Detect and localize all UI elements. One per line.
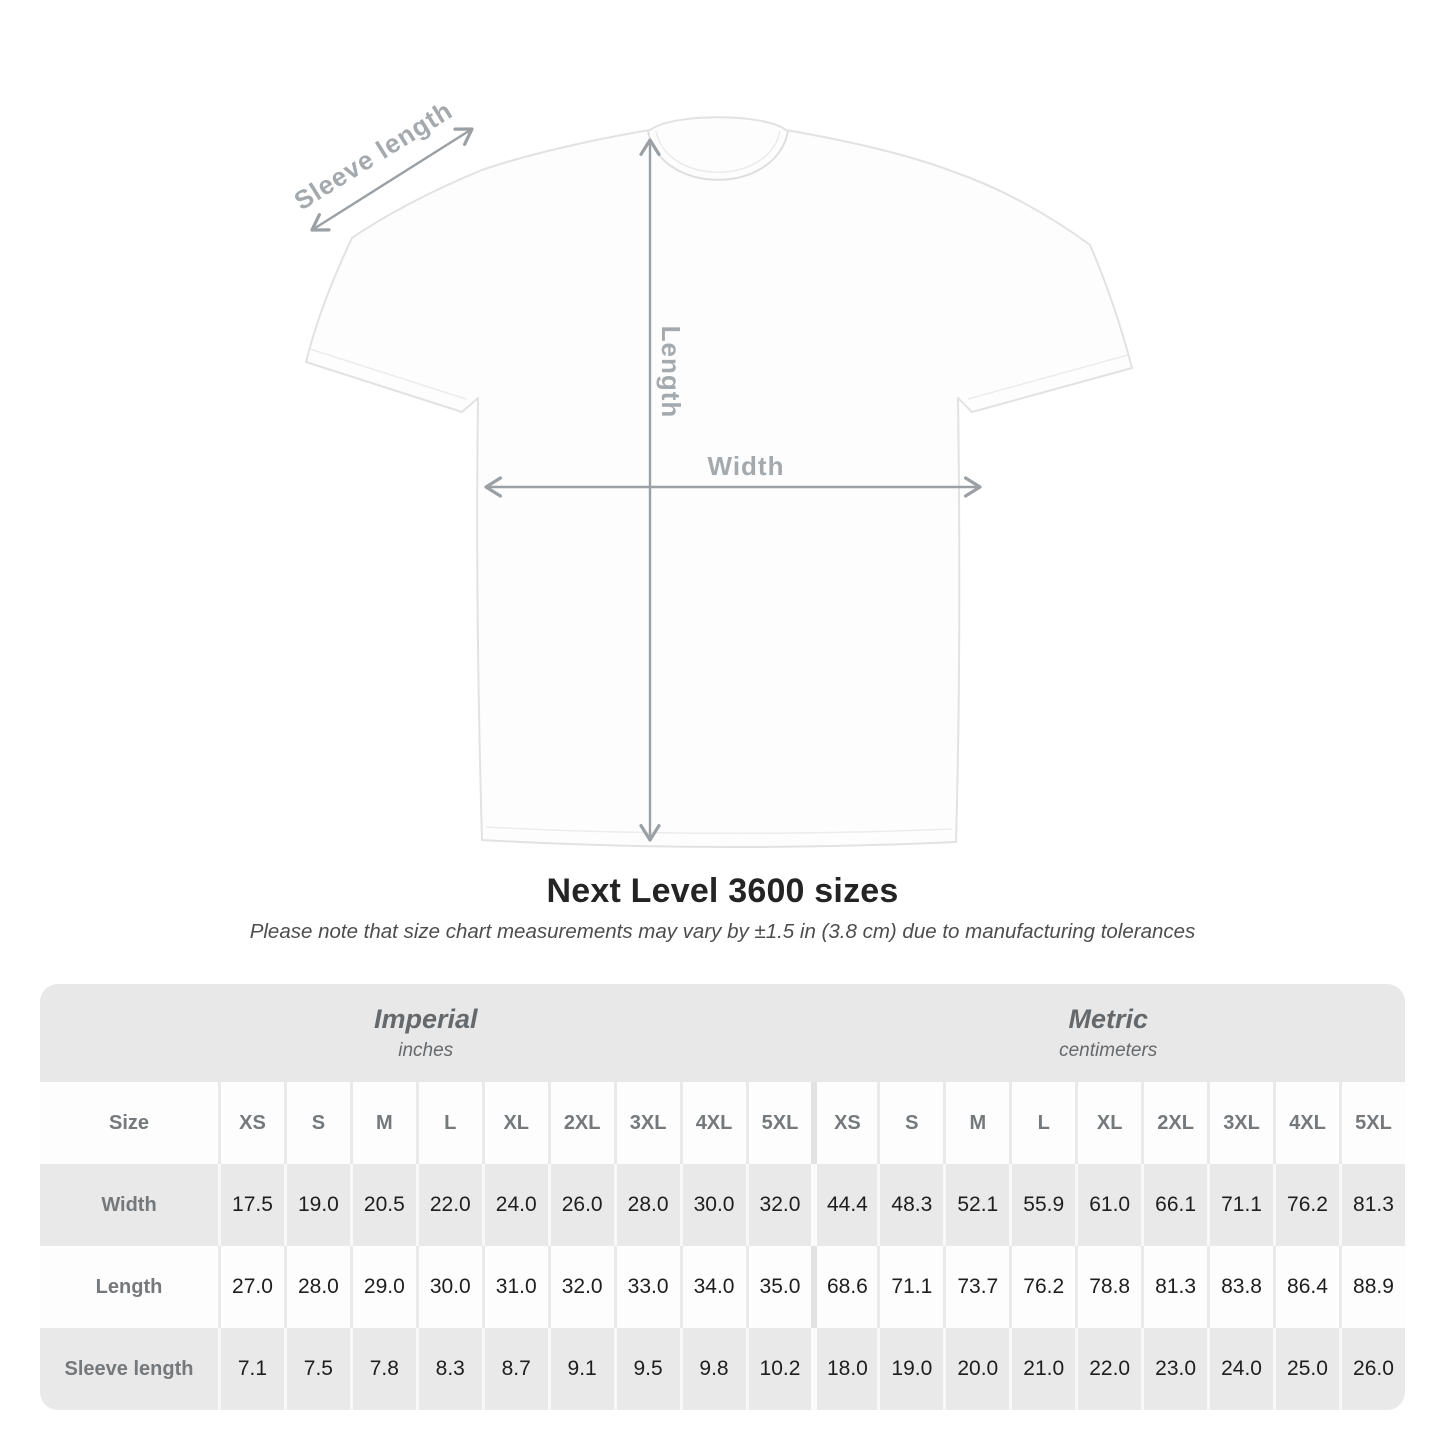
value-cell: 9.1 xyxy=(548,1328,614,1410)
value-cell: 33.0 xyxy=(614,1246,680,1328)
value-cell: 44.4 xyxy=(811,1164,877,1246)
metric-unit: centimeters xyxy=(1059,1040,1158,1061)
size-cell: XL xyxy=(482,1082,548,1164)
value-cell: 61.0 xyxy=(1075,1164,1141,1246)
value-cell: 81.3 xyxy=(1339,1164,1405,1246)
value-cell: 9.8 xyxy=(680,1328,746,1410)
value-cell: 66.1 xyxy=(1141,1164,1207,1246)
size-cell: M xyxy=(943,1082,1009,1164)
size-cell: 4XL xyxy=(680,1082,746,1164)
value-cell: 21.0 xyxy=(1009,1328,1075,1410)
value-cell: 7.8 xyxy=(350,1328,416,1410)
value-cell: 10.2 xyxy=(746,1328,812,1410)
value-cell: 81.3 xyxy=(1141,1246,1207,1328)
value-cell: 55.9 xyxy=(1009,1164,1075,1246)
value-cell: 7.1 xyxy=(218,1328,284,1410)
sleeve-length-row xyxy=(40,1328,1405,1410)
value-cell: 9.5 xyxy=(614,1328,680,1410)
value-cell: 86.4 xyxy=(1273,1246,1339,1328)
value-cell: 30.0 xyxy=(416,1246,482,1328)
page-title: Next Level 3600 sizes xyxy=(546,872,899,910)
value-cell: 18.0 xyxy=(811,1328,877,1410)
size-cell: L xyxy=(1009,1082,1075,1164)
value-cell: 78.8 xyxy=(1075,1246,1141,1328)
value-cell: 23.0 xyxy=(1141,1328,1207,1410)
value-cell: 34.0 xyxy=(680,1246,746,1328)
metric-band xyxy=(811,984,1405,1082)
size-cell: 3XL xyxy=(1207,1082,1273,1164)
size-cell: S xyxy=(877,1082,943,1164)
value-cell: 26.0 xyxy=(1339,1328,1405,1410)
size-table-container xyxy=(40,984,1405,1410)
size-cell: 2XL xyxy=(1141,1082,1207,1164)
value-cell: 8.7 xyxy=(482,1328,548,1410)
value-cell: 20.5 xyxy=(350,1164,416,1246)
value-cell: 24.0 xyxy=(1207,1328,1273,1410)
value-cell: 28.0 xyxy=(614,1164,680,1246)
value-cell: 24.0 xyxy=(482,1164,548,1246)
imperial-unit: inches xyxy=(398,1040,454,1061)
size-cell: S xyxy=(284,1082,350,1164)
tolerance-note: Please note that size chart measurements may vary by ±1.5 in (3.8 cm) due to manufacturing tolerances xyxy=(249,920,1196,943)
value-cell: 22.0 xyxy=(1075,1328,1141,1410)
row-label: Length xyxy=(40,1246,218,1328)
value-cell: 83.8 xyxy=(1207,1246,1273,1328)
size-cell: M xyxy=(350,1082,416,1164)
width-label: Width xyxy=(707,451,785,481)
value-cell: 25.0 xyxy=(1273,1328,1339,1410)
size-cell: 4XL xyxy=(1273,1082,1339,1164)
value-cell: 20.0 xyxy=(943,1328,1009,1410)
row-label: Sleeve length xyxy=(40,1328,218,1410)
value-cell: 7.5 xyxy=(284,1328,350,1410)
size-cell: XS xyxy=(811,1082,877,1164)
width-row xyxy=(40,1164,1405,1246)
imperial-band xyxy=(40,984,811,1082)
value-cell: 35.0 xyxy=(746,1246,812,1328)
tshirt-shape xyxy=(306,117,1132,847)
metric-title: Metric xyxy=(1068,1004,1148,1034)
size-cell: XL xyxy=(1075,1082,1141,1164)
value-cell: 32.0 xyxy=(746,1164,812,1246)
size-cell: 3XL xyxy=(614,1082,680,1164)
size-header-row xyxy=(40,1082,1405,1164)
value-cell: 29.0 xyxy=(350,1246,416,1328)
value-cell: 17.5 xyxy=(218,1164,284,1246)
size-table xyxy=(40,984,1405,1410)
value-cell: 22.0 xyxy=(416,1164,482,1246)
unit-band-row xyxy=(40,984,1405,1082)
size-cell: 5XL xyxy=(746,1082,812,1164)
value-cell: 76.2 xyxy=(1009,1246,1075,1328)
value-cell: 26.0 xyxy=(548,1164,614,1246)
size-cell: XS xyxy=(218,1082,284,1164)
value-cell: 27.0 xyxy=(218,1246,284,1328)
size-cell: L xyxy=(416,1082,482,1164)
value-cell: 48.3 xyxy=(877,1164,943,1246)
imperial-title: Imperial xyxy=(373,1004,478,1034)
value-cell: 71.1 xyxy=(877,1246,943,1328)
value-cell: 19.0 xyxy=(284,1164,350,1246)
row-label: Width xyxy=(40,1164,218,1246)
sleeve-length-label: Sleeve length xyxy=(288,94,458,216)
size-cell: 2XL xyxy=(548,1082,614,1164)
value-cell: 73.7 xyxy=(943,1246,1009,1328)
length-label: Length xyxy=(656,325,686,419)
value-cell: 76.2 xyxy=(1273,1164,1339,1246)
value-cell: 31.0 xyxy=(482,1246,548,1328)
heading-block xyxy=(0,872,1445,944)
value-cell: 32.0 xyxy=(548,1246,614,1328)
value-cell: 88.9 xyxy=(1339,1246,1405,1328)
length-row xyxy=(40,1246,1405,1328)
value-cell: 52.1 xyxy=(943,1164,1009,1246)
value-cell: 71.1 xyxy=(1207,1164,1273,1246)
value-cell: 19.0 xyxy=(877,1328,943,1410)
value-cell: 8.3 xyxy=(416,1328,482,1410)
value-cell: 30.0 xyxy=(680,1164,746,1246)
value-cell: 68.6 xyxy=(811,1246,877,1328)
value-cell: 28.0 xyxy=(284,1246,350,1328)
size-cell: 5XL xyxy=(1339,1082,1405,1164)
size-corner-label: Size xyxy=(40,1082,218,1164)
